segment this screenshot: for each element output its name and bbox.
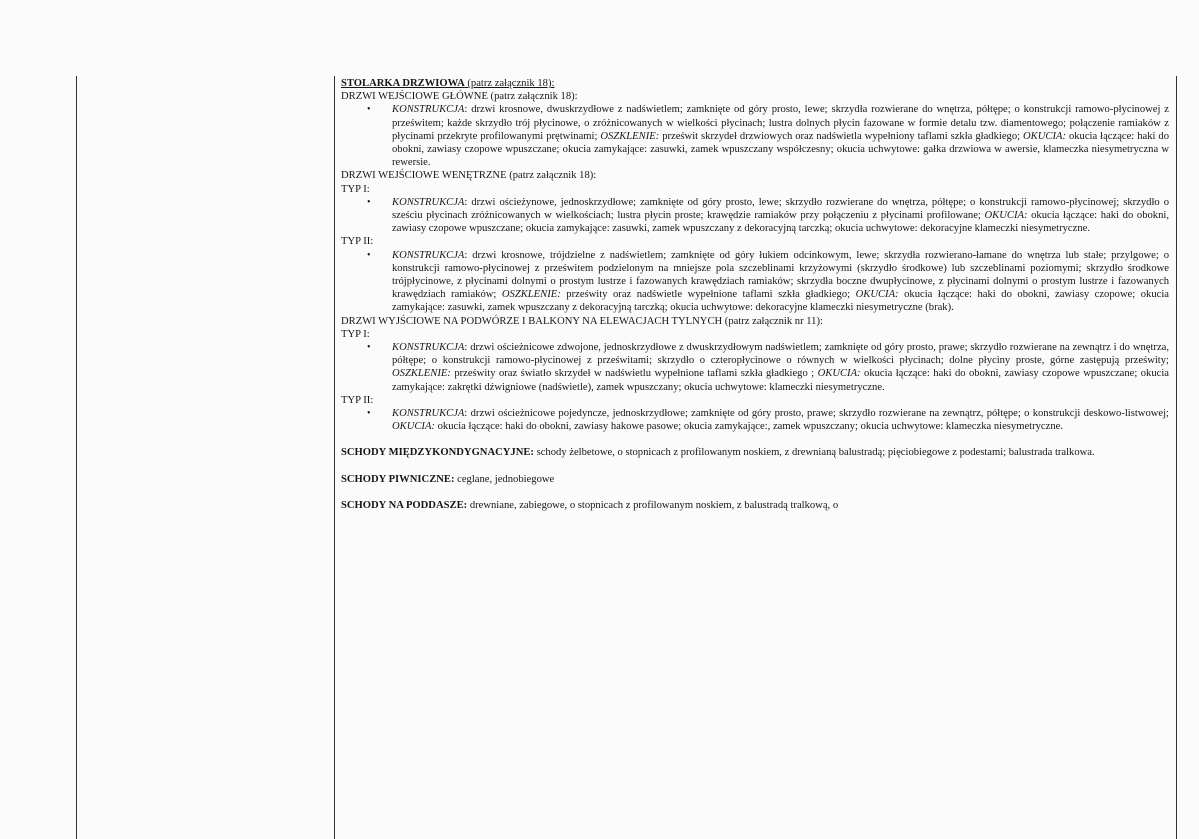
column-divider-right [1176, 76, 1177, 839]
inner-doors-heading: DRZWI WEJŚCIOWE WENĘTRZNE (patrz załącznik 18): [341, 170, 597, 182]
type2-label: TYP II: [341, 236, 374, 248]
backyard-type2-item [341, 407, 1169, 433]
backyard-type1-item [341, 341, 1169, 394]
oszklenie-label: OSZKLENIE: [501, 289, 561, 301]
okucia-label: OKUCIA: [1023, 130, 1066, 142]
bullet-icon: • [367, 249, 371, 261]
konstrukcja-text: : drzwi ościeżynowe, jednoskrzydłowe; zamknięte od góry prosto, lewe; skrzydło rozwierane do wnętrza, półtępe; o konstrukcji ramowo-płycinowej; skrzydło o sześciu płycinach zróżnicowanych w wielkościach; lustra płycin proste; krawędzie ramiaków przy połączeniu z płycinami profilowane; [392, 196, 1169, 222]
stairs-middle-label: SCHODY MIĘDZYKONDYGNACYJNE: [341, 447, 534, 459]
okucia-text: okucia łączące: haki do obokni, zawiasy hakowe pasowe; okucia zamykające:, zamek wpuszczany; okucia uchwytowe: klameczka niesymetryczne. [434, 421, 1063, 433]
konstrukcja-text: : drzwi ościeżnicowe zdwojone, jednoskrzydłowe z dwuskrzydłowym nadświetlem; zamknięte od góry prosto, prawe; skrzydło rozwierane na zewnątrz i do wnętrza, półtępe; o konstrukcji ramowo-płycinowej z prześwitami; skrzydło o czteropłycinowe o równych w wielkości płycinach; dolne płyciny proste, górne zastępują prześwity; [392, 342, 1169, 367]
main-doors-heading: DRZWI WEJŚCIOWE GŁÓWNE (patrz załącznik 18): [341, 91, 578, 103]
okucia-text: okucia łączące: haki do obokni, zawiasy czopowe; okucia zamykające: zasuwki, zamek wpuszczany z dekoracyjną tarczką; okucia uchwytowe: dekoracyjne klameczki niesymetryczne (brak). [392, 289, 1170, 314]
stairs-attic-text: drewniane, zabiegowe, o stopnicach z profilowanym noskiem, z balustradą tralkową, o [467, 499, 839, 511]
backyard-type2-label: TYP II: [341, 394, 374, 406]
type1-label: TYP I: [341, 183, 370, 195]
okucia-text: okucia łączące: haki do obokni, zawiasy czopowe wpuszczane; okucia zamykające: zasuwki, zamek wpuszczany współczesny; okucia uchwytowe: gałka drzwiowa w awersie, klameczka niesymetryczna w rewersie. [392, 130, 1169, 169]
stairs-middle-paragraph [341, 446, 1169, 459]
konstrukcja-text: : drzwi ościeżnicowe pojedyncze, jednoskrzydłowe; zamknięte od góry prosto, prawe; skrzydło rozwierane na zewnątrz, półtępe; o konstrukcji deskowo-listwowej; [464, 408, 1169, 420]
column-divider-left [76, 76, 77, 839]
bullet-icon: • [367, 196, 371, 208]
oszklenie-text: prześwit skrzydeł drzwiowych oraz nadświetla wypełniony taflami szkła gładkiego; [659, 130, 1024, 142]
backyard-type1-label: TYP I: [341, 328, 370, 340]
main-doors-item [341, 103, 1169, 169]
spacer [341, 460, 1169, 473]
oszklenie-label: OSZKLENIE: [392, 368, 451, 380]
bullet-icon: • [367, 342, 371, 354]
type2-item [341, 249, 1169, 315]
stairs-basement-label: SCHODY PIWNICZNE: [341, 473, 455, 485]
okucia-text: okucia łączące: haki do obokni, zawiasy czopowe wpuszczane; okucia zamykające: zakrętki dźwigniowe (nadświetle), zamek wpuszczany; okucia uchwytowe: klameczki niesymetryczne. [392, 368, 1169, 393]
stolarka-heading [341, 77, 1169, 90]
stairs-attic-label: SCHODY NA PODDASZE: [341, 499, 468, 511]
bullet-icon: • [367, 104, 371, 116]
stairs-basement-paragraph [341, 473, 1169, 486]
konstrukcja-label: KONSTRUKCJA [392, 104, 465, 116]
oszklenie-text: prześwity oraz światło skrzydeł w nadświetlu wypełnione taflami szkła gładkiego ; [450, 368, 818, 380]
backyard-doors-heading: DRZWI WYJŚCIOWE NA PODWÓRZE I BALKONY NA ELEWACJACH TYLNYCH (patrz załącznik nr 11): [341, 315, 823, 327]
bullet-icon: • [367, 408, 371, 420]
stairs-middle-text: schody żelbetowe, o stopnicach z profilowanym noskiem, z drewnianą balustradą; pięciobiegowe z podestami; balustrada tralkowa. [533, 447, 1095, 459]
stolarka-reference: (patrz załącznik 18): [464, 78, 555, 89]
okucia-label: OKUCIA: [855, 289, 899, 301]
okucia-label: OKUCIA: [984, 210, 1028, 222]
stolarka-title: STOLARKA DRZWIOWA [341, 78, 465, 89]
okucia-label: OKUCIA: [392, 421, 435, 433]
spacer [341, 433, 1169, 446]
oszklenie-label: OSZKLENIE: [600, 130, 660, 142]
document-content [341, 77, 1169, 512]
type1-item [341, 196, 1169, 236]
konstrukcja-text: : drzwi krosnowe, trójdzielne z nadświetlem; zamknięte od góry łukiem odcinkowym, lewe; skrzydła rozwierano-łamane do wnętrza lub stałe; przylgowe; o konstrukcji ramowo-płycinowej z prześwitem podzielonym na mniejsze pola szczeblinami krzyżowymi (skrzydło środkowe) lub szczeblinami poziomymi; skrzydło środkowe trójpłycinowe, z płycinami dolnymi o prostym lustrze i fazowanych krawędziach ramiaków; skrzydła boczne dwupłycinowe, z płycinami dolnymi o prostym lustrze i fazowanych krawędziach ramiaków; [392, 249, 1169, 301]
okucia-text: okucia łączące: haki do obokni, zawiasy czopowe wpuszczane; okucia zamykające: zasuwki, zamek wpuszczany z dekoracyjną tarczką; okucia uchwytowe: dekoracyjne klameczki niesymetryczne. [392, 210, 1169, 235]
okucia-label: OKUCIA: [817, 368, 861, 380]
stairs-attic-paragraph [341, 499, 1169, 512]
konstrukcja-label: KONSTRUKCJA [392, 408, 465, 420]
oszklenie-text: prześwity oraz nadświetle wypełnione taflami szkła gładkiego; [560, 289, 856, 301]
column-divider-middle [334, 76, 335, 839]
konstrukcja-label: KONSTRUKCJA [392, 342, 465, 354]
stairs-basement-text: ceglane, jednobiegowe [454, 473, 555, 485]
konstrukcja-label: KONSTRUKCJA [392, 249, 465, 261]
konstrukcja-label: KONSTRUKCJA [392, 196, 465, 208]
spacer [341, 486, 1169, 499]
konstrukcja-text: : drzwi krosnowe, dwuskrzydłowe z nadświetlem; zamknięte od góry prosto, lewe; skrzydła rozwierane do wnętrza, półtępe; o konstrukcji ramowo-płycinowej z prześwitem; każde skrzydło trój płycinowe, o zróżnicowanych w wielkości płycinach; lustra dolnych płycin fazowane w formie detalu tzw. diamentowego; połączenie ramiaków z płycinami przekryte profilowanymi prętwinami; [392, 104, 1169, 142]
